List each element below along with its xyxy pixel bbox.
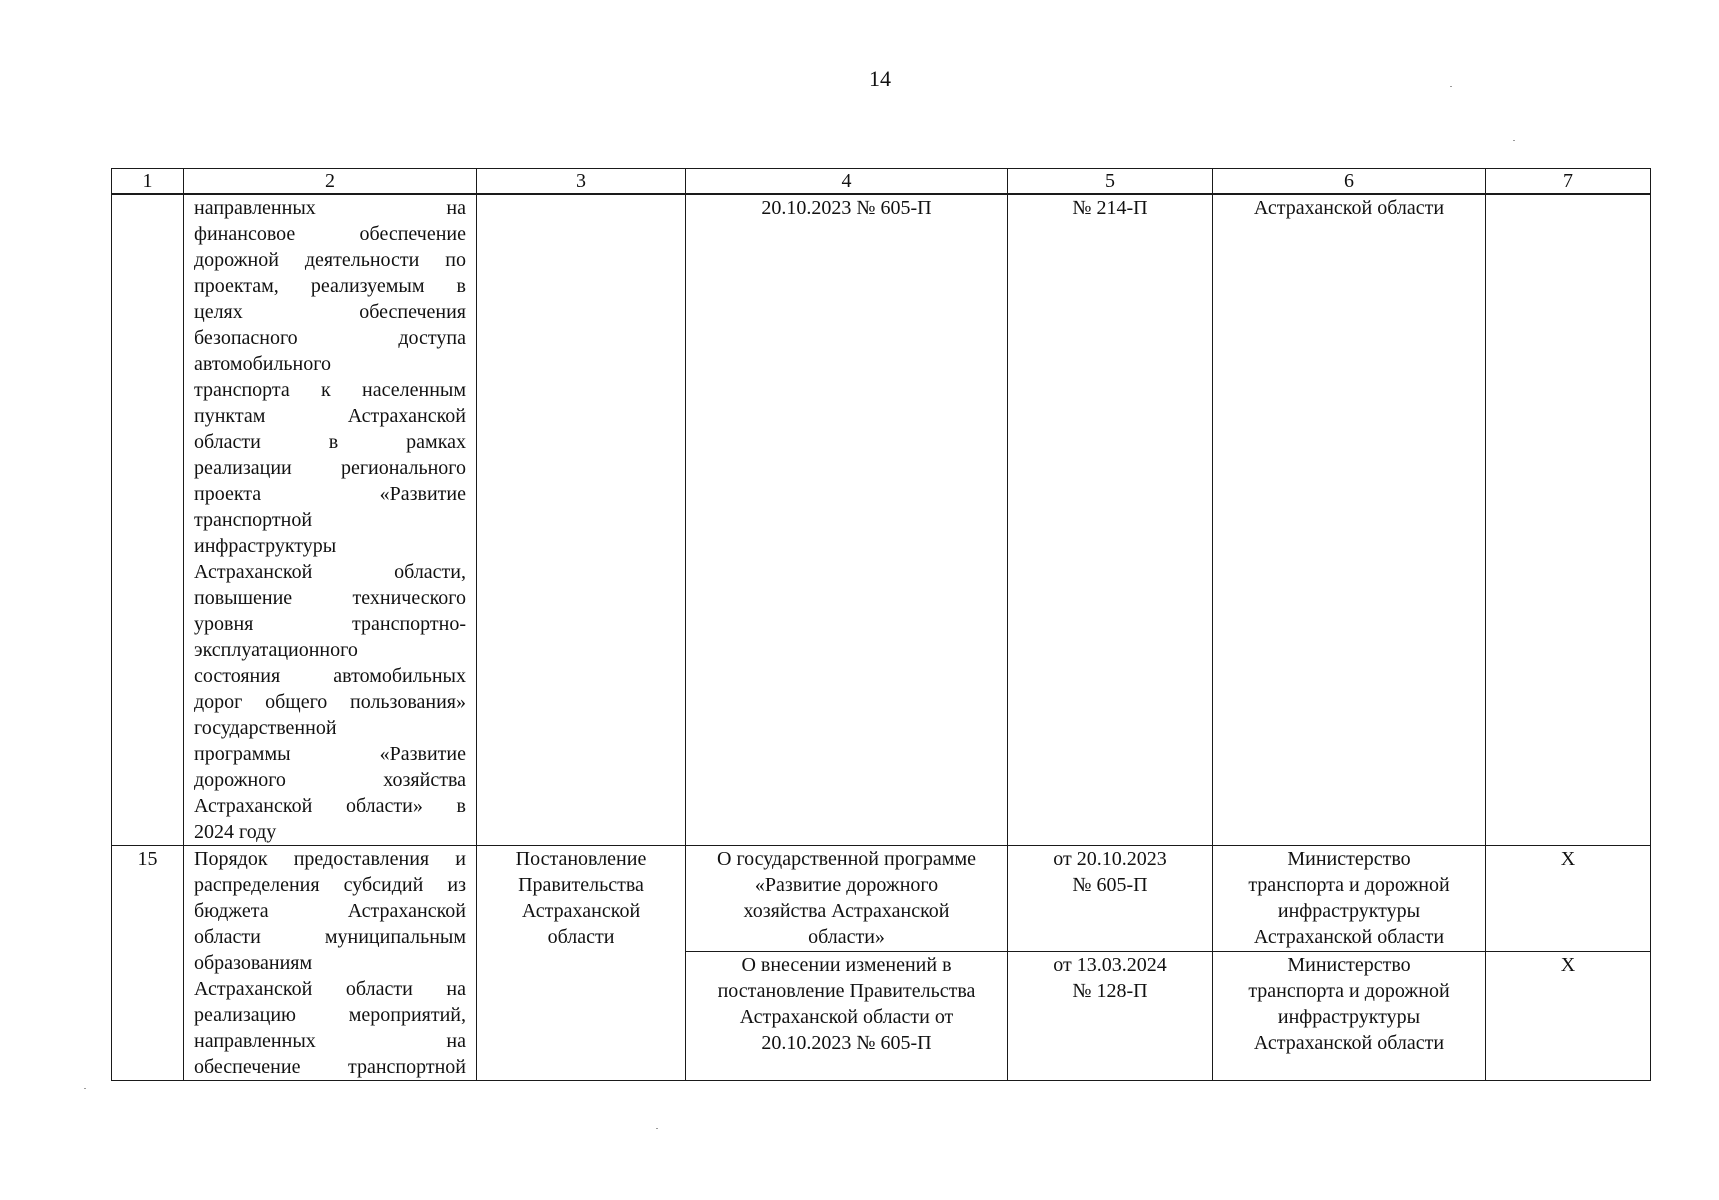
- sub2-title-line: постановление Правительства: [717, 979, 976, 1002]
- row15-text-line: распределения субсидий из: [194, 874, 466, 896]
- row15-text-line: Астраханской области на: [194, 978, 466, 1000]
- row15-sub2-act-title-cell: [686, 951, 1008, 1080]
- sub2-title-line: 20.10.2023 № 605-П: [761, 1031, 932, 1054]
- cont-text-line: Астраханской области,: [194, 561, 466, 583]
- header-cell-7: 7: [1486, 169, 1651, 195]
- sub1-responsible-line: Министерство: [1287, 848, 1411, 870]
- row15-sub2-responsible-cell: [1213, 951, 1486, 1080]
- cont-description-cell: [184, 194, 477, 846]
- sub2-responsible-line: Министерство: [1287, 953, 1411, 976]
- cont-act-title-cell: 20.10.2023 № 605-П: [686, 194, 1008, 846]
- table-row-15: [112, 846, 1651, 952]
- sub2-title-line: О внесении изменений в: [741, 953, 952, 976]
- sub1-responsible-line: Астраханской области: [1253, 926, 1445, 948]
- sub1-number-line: от 20.10.2023: [1053, 848, 1167, 870]
- sub1-title-line: хозяйства Астраханской: [743, 900, 950, 922]
- cont-text-line: проектам, реализуемым в: [194, 275, 466, 297]
- row15-sub2-note-cell: Х: [1486, 951, 1651, 1080]
- row15-description-cell: [184, 846, 477, 1081]
- row15-act-type-line: Астраханской: [521, 900, 641, 922]
- cont-text-line: реализации регионального: [194, 457, 466, 479]
- cont-text-line: транспорта к населенным: [194, 379, 466, 401]
- row15-text-line: реализацию мероприятий,: [194, 1004, 466, 1026]
- row15-sub1-responsible-cell: [1213, 846, 1486, 952]
- scan-speck: [1450, 86, 1452, 87]
- row15-act-type-cell: [477, 846, 686, 1081]
- cont-text-line: финансовое обеспечение: [194, 223, 466, 245]
- sub1-responsible-line: инфраструктуры: [1277, 900, 1421, 922]
- row15-text-line: образованиям: [194, 952, 313, 974]
- row15-sub1-note-cell: Х: [1486, 846, 1651, 952]
- cont-text-line: целях обеспечения: [194, 301, 466, 323]
- header-cell-6: 6: [1213, 169, 1486, 195]
- sub2-responsible-line: Астраханской области: [1253, 1031, 1445, 1054]
- header-cell-2: 2: [184, 169, 477, 195]
- row15-text-line: направленных на: [194, 1030, 466, 1052]
- header-cell-4: 4: [686, 169, 1008, 195]
- cont-text-line: безопасного доступа: [194, 327, 466, 349]
- sub1-responsible-line: транспорта и дорожной: [1248, 874, 1450, 896]
- cont-text-line: Астраханской области» в: [194, 795, 466, 817]
- row-number-cell: 15: [112, 846, 184, 1081]
- sub2-responsible-line: транспорта и дорожной: [1248, 979, 1450, 1002]
- header-cell-5: 5: [1008, 169, 1213, 195]
- cont-text-line: эксплуатационного: [194, 639, 358, 661]
- row15-act-type-line: Постановление: [515, 848, 647, 870]
- header-cell-1: 1: [112, 169, 184, 195]
- scan-speck: [84, 1088, 86, 1089]
- row15-text-line: Порядок предоставления и: [194, 848, 466, 870]
- row15-act-type-line: области: [547, 926, 615, 948]
- cont-text-line: государственной: [194, 717, 337, 739]
- sub1-number-line: № 605-П: [1072, 874, 1148, 896]
- sub2-title-line: Астраханской области от: [739, 1005, 954, 1028]
- row15-text-line: области муниципальным: [194, 926, 466, 948]
- cont-text-line: пунктам Астраханской: [194, 405, 466, 427]
- sub2-number-line: № 128-П: [1072, 979, 1148, 1002]
- cont-text-line: автомобильного: [194, 353, 331, 375]
- cont-act-number-cell: № 214-П: [1008, 194, 1213, 846]
- table-header-row: [112, 169, 1651, 195]
- page-number: 14: [869, 66, 891, 91]
- sub1-title-line: области»: [808, 926, 885, 948]
- sub1-title-line: «Развитие дорожного: [754, 874, 939, 896]
- cont-text-line: повышение технического: [194, 587, 466, 609]
- row15-act-type-line: Правительства: [518, 874, 644, 896]
- scan-speck: [656, 1128, 658, 1129]
- cont-note-cell: [1486, 194, 1651, 846]
- cont-text-line: транспортной: [194, 509, 313, 531]
- cont-text-line: 2024 году: [194, 821, 277, 843]
- cont-text-line: направленных на: [194, 197, 466, 219]
- sub2-responsible-line: инфраструктуры: [1277, 1005, 1421, 1028]
- cont-responsible-cell: Астраханской области: [1213, 194, 1486, 846]
- row15-text-line: бюджета Астраханской: [194, 900, 466, 922]
- cont-text-line: программы «Развитие: [194, 743, 466, 765]
- cont-act-type-cell: [477, 194, 686, 846]
- cont-text-line: уровня транспортно-: [194, 613, 466, 635]
- row15-sub2-act-number-cell: [1008, 951, 1213, 1080]
- cont-text-line: проекта «Развитие: [194, 483, 466, 505]
- continuation-row: [112, 194, 1651, 846]
- row15-sub1-act-title-cell: [686, 846, 1008, 952]
- row15-sub1-act-number-cell: [1008, 846, 1213, 952]
- legal-acts-table: [111, 168, 1651, 1081]
- sub1-title-line: О государственной программе: [717, 848, 976, 870]
- cont-text-line: дорог общего пользования»: [194, 691, 466, 713]
- cont-text-line: области в рамках: [194, 431, 466, 453]
- header-cell-3: 3: [477, 169, 686, 195]
- cont-text-line: дорожного хозяйства: [194, 769, 466, 791]
- cont-text-line: состояния автомобильных: [194, 665, 466, 687]
- scan-speck: [1513, 140, 1515, 141]
- cont-num-cell: [112, 194, 184, 846]
- sub2-number-line: от 13.03.2024: [1053, 953, 1167, 976]
- cont-text-line: инфраструктуры: [194, 535, 337, 557]
- cont-text-line: дорожной деятельности по: [194, 249, 466, 271]
- row15-text-line: обеспечение транспортной: [194, 1056, 466, 1078]
